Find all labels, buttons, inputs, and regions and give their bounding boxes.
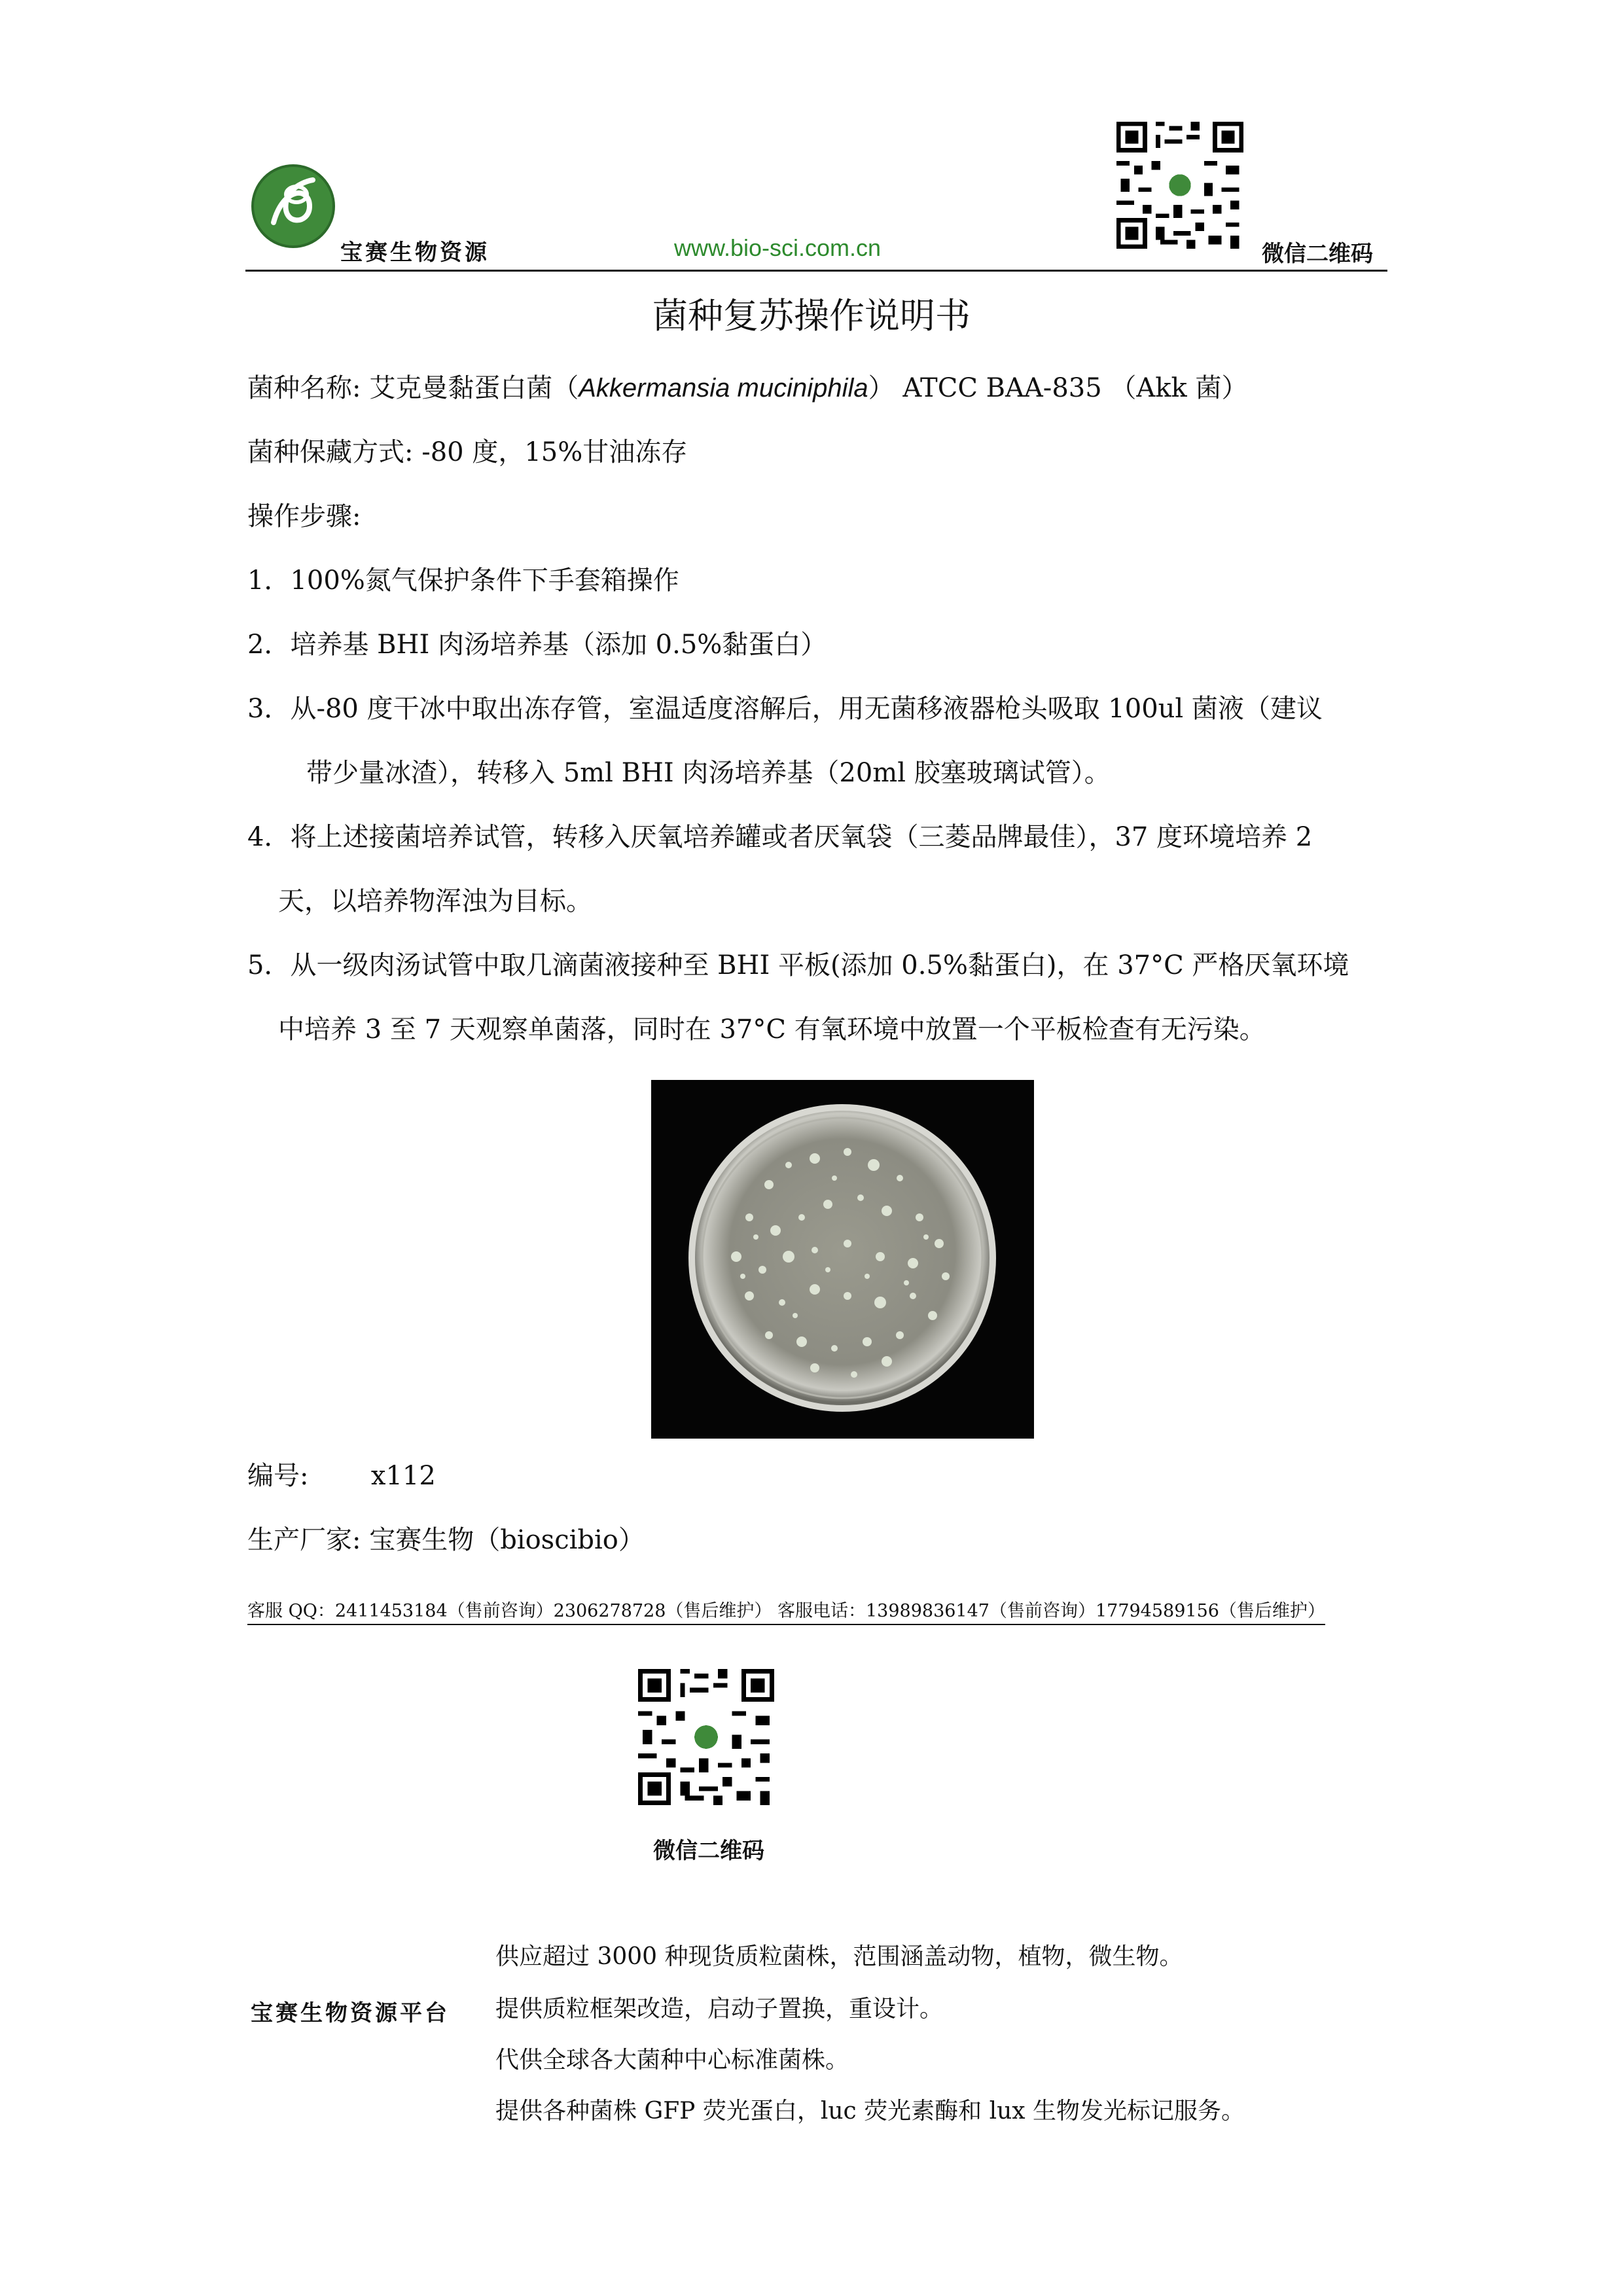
step-2: 2．培养基 BHI 肉汤培养基（添加 0.5%黏蛋白） <box>247 630 827 660</box>
steps-heading: 操作步骤: <box>247 501 361 531</box>
storage-label: 菌种保藏方式: <box>247 437 414 467</box>
serial-value: x112 <box>370 1461 436 1491</box>
step-3: 3．从-80 度干冰中取出冻存管，室温适度溶解后，用无菌移液器枪头吸取 100ul 菌液（建议 <box>247 694 1323 724</box>
customer-service-contact: 客服 QQ：2411453184（售前咨询）2306278728（售后维护） 客服电话：13989836147（售前咨询）17794589156（售后维护） <box>247 1600 1325 1625</box>
manufacturer-value: 宝赛生物（bioscibio） <box>369 1525 645 1555</box>
platform-line-1: 供应超过 3000 种现货质粒菌株，范围涵盖动物，植物，微生物。 <box>495 1943 1183 1970</box>
platform-line-4: 提供各种菌株 GFP 荧光蛋白，luc 荧光素酶和 lux 生物发光标记服务。 <box>495 2098 1245 2125</box>
manufacturer-line <box>247 1524 645 1556</box>
platform-line-3: 代供全球各大菌种中心标准菌株。 <box>495 2047 849 2073</box>
storage-value: -80 度，15%甘油冻存 <box>421 437 688 467</box>
step-1: 1．100%氮气保护条件下手套箱操作 <box>247 565 679 596</box>
petri-dish-photo <box>651 1080 1034 1439</box>
strain-name-latin: Akkermansia muciniphila <box>579 374 868 403</box>
manufacturer-label: 生产厂家: <box>247 1525 361 1555</box>
serial-label: 编号: <box>247 1461 309 1491</box>
company-logo <box>247 160 339 252</box>
bottom-wechat-qr-code <box>638 1669 774 1805</box>
page-title: 菌种复苏操作说明书 <box>652 295 971 336</box>
header-divider <box>245 270 1387 272</box>
company-name: 宝赛生物资源 <box>340 240 490 266</box>
platform-name: 宝赛生物资源平台 <box>251 2000 450 2026</box>
step-5-continued: 中培养 3 至 7 天观察单菌落，同时在 37°C 有氧环境中放置一个平板检查有无污染。 <box>278 1014 1266 1045</box>
storage-line <box>247 436 687 469</box>
strain-name-close: ） <box>868 373 895 403</box>
strain-atcc: ATCC BAA-835 <box>902 373 1102 403</box>
step-5: 5．从一级肉汤试管中取几滴菌液接种至 BHI 平板(添加 0.5%黏蛋白)，在 37°C 严格厌氧环境 <box>247 950 1349 980</box>
step-4: 4．将上述接菌培养试管，转移入厌氧培养罐或者厌氧袋（三菱品牌最佳），37 度环境培养 2 <box>247 822 1313 852</box>
step-4-continued: 天，以培养物浑浊为目标。 <box>278 886 592 916</box>
step-3-continued: 带少量冰渣），转移入 5ml BHI 肉汤培养基（20ml 胶塞玻璃试管）。 <box>306 758 1111 788</box>
bottom-wechat-qr-label: 微信二维码 <box>653 1838 764 1864</box>
strain-alias: （Akk 菌） <box>1110 373 1248 403</box>
strain-name-cn: 艾克曼黏蛋白菌（ <box>369 373 579 403</box>
strain-name-line <box>247 372 1247 404</box>
wechat-qr-label: 微信二维码 <box>1262 241 1373 267</box>
wechat-qr-code <box>1116 122 1243 249</box>
strain-label: 菌种名称: <box>247 373 361 403</box>
platform-line-2: 提供质粒框架改造，启动子置换，重设计。 <box>495 1996 944 2022</box>
website-link[interactable]: www.bio-sci.com.cn <box>674 234 882 261</box>
serial-line <box>247 1460 436 1492</box>
